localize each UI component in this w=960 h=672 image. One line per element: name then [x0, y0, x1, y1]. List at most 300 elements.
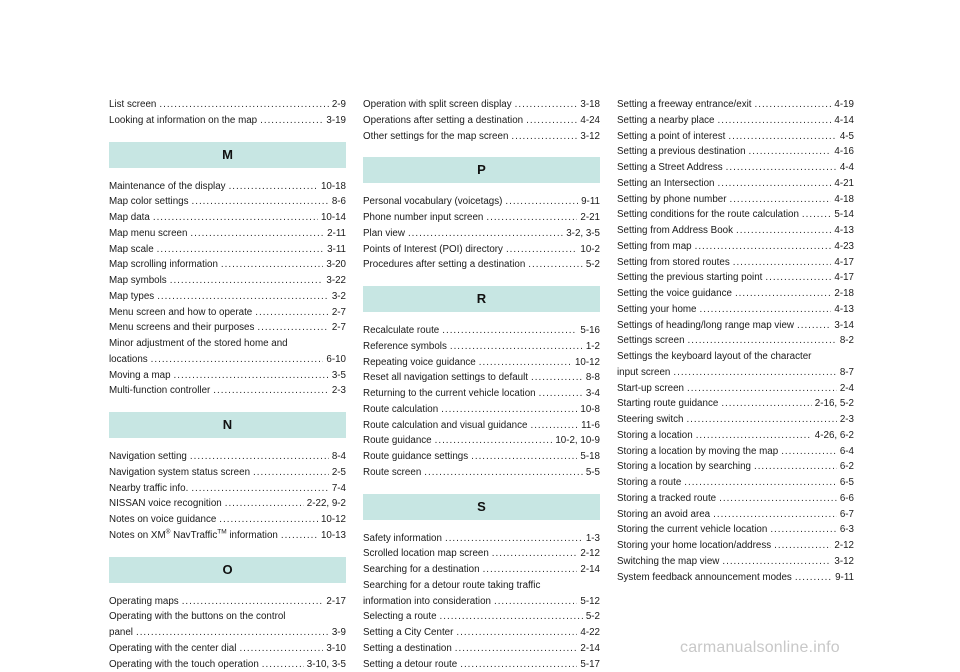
entry-line — [617, 444, 854, 460]
entry-label: Operating maps — [109, 594, 179, 610]
entry-line — [109, 257, 346, 273]
entry-line — [109, 226, 346, 242]
section-header-o: O — [109, 557, 346, 583]
entry-label: Map menu screen — [109, 226, 187, 242]
entry-label: Settings screen — [617, 333, 685, 349]
page-number: 10-12 — [321, 512, 346, 528]
entry-line — [617, 113, 854, 129]
page-number: 3-4 — [586, 386, 600, 402]
page-number: 4-18 — [834, 192, 854, 208]
entry-label: NISSAN voice recognition — [109, 496, 222, 512]
index-entry — [617, 507, 854, 523]
index-entry — [617, 412, 854, 428]
entry-label: Setting a point of interest — [617, 129, 725, 145]
entry-line — [363, 323, 600, 339]
entry-label: Setting a nearby place — [617, 113, 715, 129]
entry-line — [617, 333, 854, 349]
entry-label: Nearby traffic info. — [109, 481, 188, 497]
page-number: 4-21 — [834, 176, 854, 192]
index-entry — [617, 459, 854, 475]
page-number: 3-14 — [834, 318, 854, 334]
entry-label: Setting a detour route — [363, 657, 457, 672]
page-number: 4-24 — [580, 113, 600, 129]
entry-line — [363, 465, 600, 481]
entry-label: Repeating voice guidance — [363, 355, 476, 371]
dot-leader — [733, 255, 832, 271]
entry-label: Storing your home location/address — [617, 538, 771, 554]
dot-leader — [728, 129, 836, 145]
entry-label: Storing a tracked route — [617, 491, 716, 507]
entry-line — [617, 412, 854, 428]
dot-leader — [531, 370, 583, 386]
entry-line — [363, 433, 600, 449]
entry-line — [617, 522, 854, 538]
page-number: 4-19 — [834, 97, 854, 113]
index-entry — [617, 223, 854, 239]
index-entry — [617, 176, 854, 192]
entry-label: Route calculation — [363, 402, 438, 418]
entry-line — [109, 594, 346, 610]
entry-label: Selecting a route — [363, 609, 437, 625]
entry-label: Operating with the touch operation — [109, 657, 259, 672]
index-column-2 — [363, 97, 600, 672]
entry-label: Map types — [109, 289, 154, 305]
page-number: 10-8 — [580, 402, 600, 418]
index-entry — [617, 129, 854, 145]
index-entry — [363, 355, 600, 371]
index-entry — [109, 305, 346, 321]
page-number: 2-7 — [332, 320, 346, 336]
entry-line — [363, 194, 600, 210]
entry-line — [363, 113, 600, 129]
index-entry — [109, 320, 346, 336]
entry-label: Searching for a destination — [363, 562, 480, 578]
page-number: 3-12 — [580, 129, 600, 145]
entry-line — [617, 554, 854, 570]
index-entry — [363, 433, 600, 449]
dot-leader — [424, 465, 583, 481]
entry-label: Setting a previous destination — [617, 144, 746, 160]
index-entry — [363, 578, 600, 610]
entry-label: Minor adjustment of the stored home and — [109, 336, 346, 352]
page-number: 5-18 — [580, 449, 600, 465]
page-number: 4-4 — [840, 160, 854, 176]
dot-leader — [435, 433, 553, 449]
index-entry — [617, 491, 854, 507]
section-header-r: R — [363, 286, 600, 312]
entry-label: Recalculate route — [363, 323, 439, 339]
index-entry — [109, 289, 346, 305]
entry-line — [617, 538, 854, 554]
index-entry — [109, 368, 346, 384]
dot-leader — [157, 289, 329, 305]
dot-leader — [253, 465, 329, 481]
index-entry — [109, 179, 346, 195]
dot-leader — [281, 528, 318, 544]
index-entry — [363, 562, 600, 578]
index-entry — [617, 333, 854, 349]
section-header-p: P — [363, 157, 600, 183]
entry-line — [617, 192, 854, 208]
page-number: 4-17 — [834, 255, 854, 271]
dot-leader — [260, 113, 323, 129]
index-entry — [363, 226, 600, 242]
dot-leader — [136, 625, 329, 641]
entry-line — [363, 531, 600, 547]
page-number: 10-12 — [575, 355, 600, 371]
entry-line — [363, 129, 600, 145]
dot-leader — [515, 97, 578, 113]
page-number: 8-6 — [332, 194, 346, 210]
dot-leader — [774, 538, 831, 554]
dot-leader — [262, 657, 304, 672]
entry-line — [363, 402, 600, 418]
entry-label: Returning to the current vehicle location — [363, 386, 536, 402]
entry-line — [109, 320, 346, 336]
dot-leader — [797, 318, 831, 334]
page-number: 3-10, 3-5 — [307, 657, 346, 672]
dot-leader — [479, 355, 572, 371]
dot-leader — [526, 113, 577, 129]
page-number: 4-14 — [834, 113, 854, 129]
dot-leader — [190, 449, 329, 465]
entry-label: Setting a destination — [363, 641, 452, 657]
index-entry — [363, 194, 600, 210]
entry-label: Map color settings — [109, 194, 189, 210]
entry-line — [109, 113, 346, 129]
dot-leader — [726, 160, 837, 176]
index-entry — [109, 481, 346, 497]
entry-label: Other settings for the map screen — [363, 129, 508, 145]
entry-label: Route screen — [363, 465, 421, 481]
entry-line — [617, 223, 854, 239]
entry-label: Storing a location by searching — [617, 459, 751, 475]
index-entry — [617, 286, 854, 302]
dot-leader — [718, 113, 832, 129]
page-number: 6-3 — [840, 522, 854, 538]
page-number: 2-12 — [580, 546, 600, 562]
page-number: 2-22, 9-2 — [307, 496, 346, 512]
page-number: 3-12 — [834, 554, 854, 570]
entry-line — [617, 491, 854, 507]
entry-line — [617, 239, 854, 255]
page-number: 4-26, 6-2 — [815, 428, 854, 444]
entry-line — [617, 129, 854, 145]
entry-label: Storing an avoid area — [617, 507, 710, 523]
dot-leader — [456, 625, 577, 641]
entry-label: Points of Interest (POI) directory — [363, 242, 503, 258]
dot-leader — [506, 242, 577, 258]
page-number: 3-19 — [326, 113, 346, 129]
index-entry — [109, 609, 346, 641]
index-entry — [363, 546, 600, 562]
entry-label: Setting an Intersection — [617, 176, 715, 192]
index-entry — [617, 97, 854, 113]
page-number: 3-2 — [332, 289, 346, 305]
registered-mark: ® — [166, 528, 171, 535]
page-number: 2-7 — [332, 305, 346, 321]
entry-line — [617, 270, 854, 286]
page-number: 2-3 — [332, 383, 346, 399]
page-number: 8-8 — [586, 370, 600, 386]
dot-leader — [191, 481, 329, 497]
page-number: 9-11 — [835, 570, 854, 586]
dot-leader — [174, 368, 329, 384]
entry-label: Route guidance settings — [363, 449, 468, 465]
entry-line — [109, 210, 346, 226]
entry-line — [109, 97, 346, 113]
entry-label: Storing a route — [617, 475, 681, 491]
page-number: 2-16, 5-2 — [815, 396, 854, 412]
dot-leader — [182, 594, 324, 610]
entry-label: panel — [109, 625, 133, 641]
entry-line — [363, 657, 600, 672]
index-entry — [363, 210, 600, 226]
dot-leader — [729, 192, 831, 208]
entry-line — [617, 381, 854, 397]
index-entry — [617, 554, 854, 570]
entry-label: Setting from Address Book — [617, 223, 733, 239]
dot-leader — [483, 562, 578, 578]
index-entry — [617, 570, 854, 586]
page-number: 4-16 — [834, 144, 854, 160]
entry-line — [363, 370, 600, 386]
entry-line — [363, 418, 600, 434]
index-entry — [617, 318, 854, 334]
index-entry — [109, 594, 346, 610]
dot-leader — [688, 333, 837, 349]
entry-label: Maintenance of the display — [109, 179, 226, 195]
index-entry — [363, 370, 600, 386]
entry-line — [109, 528, 346, 544]
index-entry — [109, 194, 346, 210]
dot-leader — [795, 570, 832, 586]
index-entry — [363, 465, 600, 481]
dot-leader — [441, 402, 577, 418]
page-number: 4-13 — [834, 302, 854, 318]
dot-leader — [213, 383, 329, 399]
page-number: 3-18 — [580, 97, 600, 113]
index-entry — [617, 349, 854, 381]
dot-leader — [754, 459, 837, 475]
entry-label: Setting the previous starting point — [617, 270, 762, 286]
entry-line — [363, 355, 600, 371]
index-entry — [363, 113, 600, 129]
entry-line — [109, 481, 346, 497]
entry-line — [617, 286, 854, 302]
page-number: 10-14 — [321, 210, 346, 226]
page-number: 11-6 — [581, 418, 600, 434]
entry-line — [363, 257, 600, 273]
entry-label: Multi-function controller — [109, 383, 210, 399]
entry-line — [109, 641, 346, 657]
entry-label: Settings of heading/long range map view — [617, 318, 794, 334]
dot-leader — [721, 396, 811, 412]
entry-label: locations — [109, 352, 148, 368]
page-number: 2-11 — [327, 226, 346, 242]
entry-line — [363, 226, 600, 242]
page-number: 5-2 — [586, 257, 600, 273]
entry-label: List screen — [109, 97, 156, 113]
entry-label: Switching the map view — [617, 554, 719, 570]
index-entry — [109, 383, 346, 399]
entry-line — [617, 428, 854, 444]
entry-line — [109, 383, 346, 399]
entry-line — [109, 242, 346, 258]
index-entry — [617, 239, 854, 255]
index-entry — [109, 210, 346, 226]
dot-leader — [151, 352, 324, 368]
page-number: 3-20 — [326, 257, 346, 273]
entry-label: Storing a location — [617, 428, 693, 444]
page-number: 2-5 — [332, 465, 346, 481]
entry-line — [363, 242, 600, 258]
index-entry — [363, 257, 600, 273]
dot-leader — [684, 475, 837, 491]
page-number: 6-7 — [840, 507, 854, 523]
dot-leader — [765, 270, 831, 286]
entry-label: Operating with the buttons on the control — [109, 609, 346, 625]
page-number: 3-10 — [326, 641, 346, 657]
dot-leader — [492, 546, 578, 562]
index-entry — [363, 418, 600, 434]
dot-leader — [696, 428, 812, 444]
page-number: 3-2, 3-5 — [566, 226, 600, 242]
page-number: 6-10 — [326, 352, 346, 368]
entry-label: Setting conditions for the route calculation — [617, 207, 799, 223]
entry-label: Setting a City Center — [363, 625, 453, 641]
dot-leader — [719, 491, 837, 507]
entry-label: Route calculation and visual guidance — [363, 418, 527, 434]
entry-label: Scrolled location map screen — [363, 546, 489, 562]
index-entry — [363, 97, 600, 113]
index-entry — [363, 449, 600, 465]
dot-leader — [722, 554, 831, 570]
page-number: 2-14 — [580, 562, 600, 578]
dot-leader — [257, 320, 328, 336]
page-number: 4-13 — [834, 223, 854, 239]
entry-line — [617, 97, 854, 113]
index-column-1 — [109, 97, 346, 672]
index-entry — [617, 444, 854, 460]
page-number: 5-17 — [580, 657, 600, 672]
index-entry — [363, 625, 600, 641]
entry-line — [363, 625, 600, 641]
index-entry — [617, 255, 854, 271]
page-number: 2-4 — [840, 381, 854, 397]
dot-leader — [770, 522, 837, 538]
dot-leader — [530, 418, 578, 434]
dot-leader — [471, 449, 577, 465]
page-number: 6-6 — [840, 491, 854, 507]
index-entry — [363, 657, 600, 672]
page-number: 5-5 — [586, 465, 600, 481]
entry-line — [109, 625, 346, 641]
index-column-3 — [617, 97, 854, 585]
index-entry — [617, 270, 854, 286]
page-number: 4-17 — [834, 270, 854, 286]
entry-line — [109, 512, 346, 528]
page-number: 5-12 — [580, 594, 600, 610]
dot-leader — [494, 594, 577, 610]
index-entry — [109, 465, 346, 481]
page-number: 3-22 — [326, 273, 346, 289]
entry-line — [109, 179, 346, 195]
entry-label: Setting a freeway entrance/exit — [617, 97, 752, 113]
entry-label: Menu screen and how to operate — [109, 305, 252, 321]
index-entry — [363, 129, 600, 145]
entry-line — [617, 176, 854, 192]
dot-leader — [686, 412, 836, 428]
entry-label: information into consideration — [363, 594, 491, 610]
index-entry — [109, 97, 346, 113]
dot-leader — [695, 239, 832, 255]
entry-label: input screen — [617, 365, 670, 381]
index-entry — [363, 531, 600, 547]
page-number: 4-23 — [834, 239, 854, 255]
page-number: 10-2 — [580, 242, 600, 258]
page-number: 5-16 — [580, 323, 600, 339]
dot-leader — [718, 176, 832, 192]
entry-label: Setting from stored routes — [617, 255, 730, 271]
entry-line — [617, 365, 854, 381]
page-number: 9-11 — [581, 194, 600, 210]
index-entry — [109, 512, 346, 528]
entry-line — [617, 302, 854, 318]
index-entry — [109, 496, 346, 512]
entry-label: Map data — [109, 210, 150, 226]
index-entry — [617, 302, 854, 318]
dot-leader — [700, 302, 832, 318]
index-entry — [617, 475, 854, 491]
page-number: 2-12 — [834, 538, 854, 554]
page-number: 1-3 — [586, 531, 600, 547]
entry-line — [617, 570, 854, 586]
dot-leader — [735, 286, 831, 302]
entry-line — [617, 475, 854, 491]
dot-leader — [221, 257, 323, 273]
site-watermark: carmanualsonline.info — [680, 636, 950, 660]
dot-leader — [225, 496, 304, 512]
entry-line — [617, 207, 854, 223]
entry-label: Personal vocabulary (voicetags) — [363, 194, 502, 210]
entry-label: Settings the keyboard layout of the character — [617, 349, 854, 365]
page-number: 6-2 — [840, 459, 854, 475]
index-entry — [109, 449, 346, 465]
dot-leader — [408, 226, 563, 242]
entry-line — [617, 255, 854, 271]
entry-label: Operations after setting a destination — [363, 113, 523, 129]
entry-label: Navigation system status screen — [109, 465, 250, 481]
index-entry — [109, 242, 346, 258]
index-entry — [109, 257, 346, 273]
entry-line — [109, 289, 346, 305]
index-entry — [363, 323, 600, 339]
index-entry — [617, 522, 854, 538]
page-number: 8-7 — [840, 365, 854, 381]
entry-label: Steering switch — [617, 412, 683, 428]
dot-leader — [192, 194, 329, 210]
entry-label: Reset all navigation settings to default — [363, 370, 528, 386]
entry-line — [109, 465, 346, 481]
page-number: 7-4 — [332, 481, 346, 497]
entry-label: Procedures after setting a destination — [363, 257, 525, 273]
entry-label: Setting by phone number — [617, 192, 726, 208]
entry-line — [363, 339, 600, 355]
entry-line — [617, 459, 854, 475]
dot-leader — [153, 210, 318, 226]
entry-label: Start-up screen — [617, 381, 684, 397]
